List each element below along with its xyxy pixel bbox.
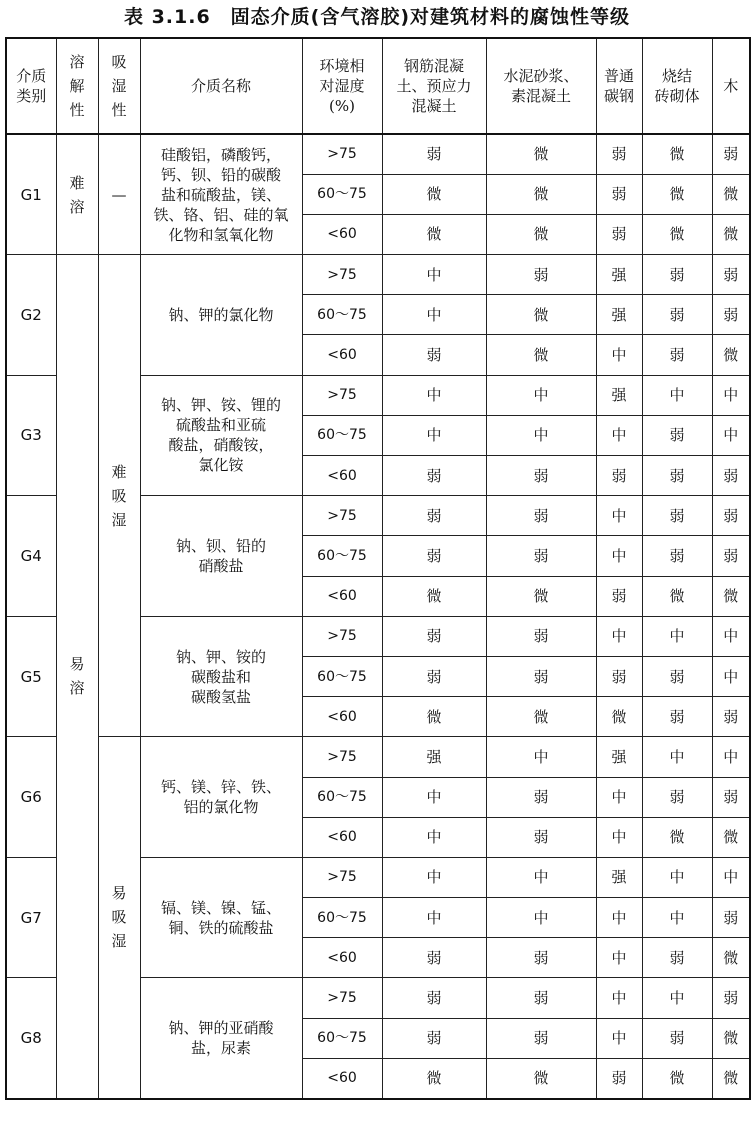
medium-name-cell: 钙、镁、锌、铁、 铝的氯化物 xyxy=(140,737,302,858)
grade-cell-wood: 微 xyxy=(712,335,750,375)
grade-cell-wood: 微 xyxy=(712,174,750,214)
grade-cell-mortar: 弱 xyxy=(486,616,596,656)
medium-name-cell: 钠、钾、铵、锂的 硫酸盐和亚硫 酸盐，硝酸铵， 氯化铵 xyxy=(140,375,302,496)
grade-cell-rc-concrete: 中 xyxy=(382,295,486,335)
table-row xyxy=(6,737,750,777)
grade-cell-wood: 中 xyxy=(712,737,750,777)
grade-cell-carbon-steel: 强 xyxy=(596,857,642,897)
grade-cell-brick: 中 xyxy=(642,375,712,415)
grade-cell-mortar: 微 xyxy=(486,1058,596,1098)
grade-cell-carbon-steel: 中 xyxy=(596,1018,642,1058)
grade-cell-brick: 微 xyxy=(642,174,712,214)
humidity-cell: <60 xyxy=(302,214,382,254)
humidity-cell: >75 xyxy=(302,978,382,1018)
grade-cell-mortar: 中 xyxy=(486,375,596,415)
grade-cell-mortar: 弱 xyxy=(486,656,596,696)
grade-cell-carbon-steel: 中 xyxy=(596,817,642,857)
grade-cell-wood: 弱 xyxy=(712,295,750,335)
grade-cell-brick: 弱 xyxy=(642,536,712,576)
grade-cell-mortar: 弱 xyxy=(486,938,596,978)
humidity-cell: <60 xyxy=(302,456,382,496)
grade-cell-rc-concrete: 强 xyxy=(382,737,486,777)
humidity-cell: <60 xyxy=(302,938,382,978)
grade-cell-rc-concrete: 弱 xyxy=(382,656,486,696)
table-row xyxy=(6,255,750,295)
grade-cell-wood: 弱 xyxy=(712,134,750,174)
header-rc-concrete: 钢筋混凝 土、预应力 混凝土 xyxy=(382,38,486,134)
grade-cell-mortar: 微 xyxy=(486,295,596,335)
humidity-cell: <60 xyxy=(302,335,382,375)
grade-cell-carbon-steel: 弱 xyxy=(596,656,642,696)
grade-cell-rc-concrete: 弱 xyxy=(382,1018,486,1058)
humidity-cell: >75 xyxy=(302,375,382,415)
grade-cell-wood: 中 xyxy=(712,415,750,455)
grade-cell-brick: 微 xyxy=(642,817,712,857)
medium-name-cell: 硅酸铝，磷酸钙， 钙、钡、铅的碳酸 盐和硫酸盐，镁、 铁、铬、铝、硅的氧 化物和氢氧化物 xyxy=(140,134,302,255)
grade-cell-carbon-steel: 弱 xyxy=(596,1058,642,1098)
grade-cell-carbon-steel: 中 xyxy=(596,978,642,1018)
category-cell: G3 xyxy=(6,375,56,496)
grade-cell-mortar: 弱 xyxy=(486,1018,596,1058)
grade-cell-rc-concrete: 微 xyxy=(382,697,486,737)
humidity-cell: 60～75 xyxy=(302,174,382,214)
medium-name-cell: 钠、钡、铅的 硝酸盐 xyxy=(140,496,302,617)
grade-cell-rc-concrete: 弱 xyxy=(382,456,486,496)
grade-cell-mortar: 微 xyxy=(486,174,596,214)
grade-cell-carbon-steel: 强 xyxy=(596,255,642,295)
grade-cell-wood: 中 xyxy=(712,857,750,897)
grade-cell-rc-concrete: 中 xyxy=(382,857,486,897)
grade-cell-wood: 弱 xyxy=(712,255,750,295)
grade-cell-brick: 中 xyxy=(642,978,712,1018)
grade-cell-carbon-steel: 弱 xyxy=(596,174,642,214)
humidity-cell: 60～75 xyxy=(302,1018,382,1058)
grade-cell-brick: 弱 xyxy=(642,496,712,536)
grade-cell-wood: 中 xyxy=(712,375,750,415)
humidity-cell: <60 xyxy=(302,576,382,616)
hygroscopic-cell: 易 吸 湿 xyxy=(98,737,140,1099)
grade-cell-mortar: 中 xyxy=(486,857,596,897)
grade-cell-brick: 中 xyxy=(642,737,712,777)
grade-cell-brick: 弱 xyxy=(642,255,712,295)
grade-cell-mortar: 中 xyxy=(486,898,596,938)
grade-cell-brick: 微 xyxy=(642,214,712,254)
medium-name-cell: 钠、钾的氯化物 xyxy=(140,255,302,376)
category-cell: G5 xyxy=(6,616,56,737)
category-cell: G4 xyxy=(6,496,56,617)
grade-cell-wood: 弱 xyxy=(712,697,750,737)
category-cell: G1 xyxy=(6,134,56,255)
grade-cell-rc-concrete: 微 xyxy=(382,214,486,254)
grade-cell-rc-concrete: 弱 xyxy=(382,134,486,174)
grade-cell-rc-concrete: 弱 xyxy=(382,938,486,978)
grade-cell-carbon-steel: 中 xyxy=(596,898,642,938)
hygroscopic-cell: — xyxy=(98,134,140,255)
grade-cell-mortar: 微 xyxy=(486,214,596,254)
grade-cell-brick: 微 xyxy=(642,134,712,174)
grade-cell-rc-concrete: 微 xyxy=(382,576,486,616)
humidity-cell: 60～75 xyxy=(302,656,382,696)
grade-cell-brick: 中 xyxy=(642,616,712,656)
corrosion-grade-table xyxy=(5,37,751,1100)
header-brick: 烧结 砖砌体 xyxy=(642,38,712,134)
grade-cell-carbon-steel: 弱 xyxy=(596,456,642,496)
grade-cell-rc-concrete: 中 xyxy=(382,415,486,455)
grade-cell-carbon-steel: 弱 xyxy=(596,134,642,174)
humidity-cell: >75 xyxy=(302,134,382,174)
grade-cell-carbon-steel: 中 xyxy=(596,335,642,375)
grade-cell-rc-concrete: 微 xyxy=(382,1058,486,1098)
grade-cell-carbon-steel: 中 xyxy=(596,415,642,455)
category-cell: G2 xyxy=(6,255,56,376)
grade-cell-wood: 弱 xyxy=(712,978,750,1018)
grade-cell-brick: 弱 xyxy=(642,1018,712,1058)
medium-name-cell: 钠、钾的亚硝酸 盐，尿素 xyxy=(140,978,302,1099)
medium-name-cell: 钠、钾、铵的 碳酸盐和 碳酸氢盐 xyxy=(140,616,302,737)
grade-cell-brick: 弱 xyxy=(642,656,712,696)
grade-cell-rc-concrete: 弱 xyxy=(382,616,486,656)
humidity-cell: 60～75 xyxy=(302,777,382,817)
grade-cell-wood: 中 xyxy=(712,616,750,656)
grade-cell-rc-concrete: 弱 xyxy=(382,496,486,536)
grade-cell-wood: 弱 xyxy=(712,456,750,496)
grade-cell-wood: 微 xyxy=(712,1058,750,1098)
humidity-cell: <60 xyxy=(302,817,382,857)
grade-cell-carbon-steel: 微 xyxy=(596,697,642,737)
grade-cell-mortar: 弱 xyxy=(486,777,596,817)
humidity-cell: 60～75 xyxy=(302,295,382,335)
table-title: 表 3.1.6 固态介质(含气溶胶)对建筑材料的腐蚀性等级 xyxy=(123,6,631,28)
grade-cell-mortar: 弱 xyxy=(486,496,596,536)
header-category: 介质 类别 xyxy=(6,38,56,134)
grade-cell-carbon-steel: 中 xyxy=(596,777,642,817)
header-mortar: 水泥砂浆、 素混凝土 xyxy=(486,38,596,134)
grade-cell-brick: 弱 xyxy=(642,938,712,978)
grade-cell-brick: 微 xyxy=(642,576,712,616)
header-carbon-steel: 普通 碳钢 xyxy=(596,38,642,134)
grade-cell-wood: 微 xyxy=(712,1018,750,1058)
humidity-cell: 60～75 xyxy=(302,536,382,576)
grade-cell-brick: 微 xyxy=(642,1058,712,1098)
header-row xyxy=(6,38,750,134)
grade-cell-rc-concrete: 弱 xyxy=(382,536,486,576)
grade-cell-carbon-steel: 中 xyxy=(596,536,642,576)
header-solubility: 溶 解 性 xyxy=(56,38,98,134)
grade-cell-wood: 微 xyxy=(712,576,750,616)
grade-cell-mortar: 弱 xyxy=(486,456,596,496)
grade-cell-mortar: 微 xyxy=(486,576,596,616)
grade-cell-wood: 中 xyxy=(712,656,750,696)
grade-cell-rc-concrete: 微 xyxy=(382,174,486,214)
grade-cell-mortar: 弱 xyxy=(486,255,596,295)
header-wood: 木 xyxy=(712,38,750,134)
category-cell: G6 xyxy=(6,737,56,858)
solubility-cell: 易 溶 xyxy=(56,255,98,1099)
grade-cell-rc-concrete: 中 xyxy=(382,255,486,295)
grade-cell-carbon-steel: 弱 xyxy=(596,576,642,616)
grade-cell-wood: 弱 xyxy=(712,898,750,938)
header-hygroscopic: 吸 湿 性 xyxy=(98,38,140,134)
humidity-cell: 60～75 xyxy=(302,898,382,938)
humidity-cell: >75 xyxy=(302,496,382,536)
grade-cell-wood: 微 xyxy=(712,817,750,857)
grade-cell-rc-concrete: 弱 xyxy=(382,335,486,375)
grade-cell-brick: 中 xyxy=(642,898,712,938)
grade-cell-rc-concrete: 中 xyxy=(382,777,486,817)
grade-cell-wood: 弱 xyxy=(712,536,750,576)
solubility-cell: 难 溶 xyxy=(56,134,98,255)
grade-cell-mortar: 弱 xyxy=(486,536,596,576)
grade-cell-carbon-steel: 强 xyxy=(596,375,642,415)
humidity-cell: <60 xyxy=(302,1058,382,1098)
table-row xyxy=(6,134,750,174)
grade-cell-mortar: 弱 xyxy=(486,978,596,1018)
grade-cell-wood: 弱 xyxy=(712,777,750,817)
grade-cell-mortar: 微 xyxy=(486,134,596,174)
humidity-cell: 60～75 xyxy=(302,415,382,455)
grade-cell-brick: 弱 xyxy=(642,456,712,496)
humidity-cell: <60 xyxy=(302,697,382,737)
grade-cell-carbon-steel: 中 xyxy=(596,496,642,536)
medium-name-cell: 镉、镁、镍、锰、 铜、铁的硫酸盐 xyxy=(140,857,302,978)
grade-cell-rc-concrete: 中 xyxy=(382,817,486,857)
grade-cell-carbon-steel: 中 xyxy=(596,938,642,978)
grade-cell-mortar: 中 xyxy=(486,737,596,777)
grade-cell-mortar: 中 xyxy=(486,415,596,455)
grade-cell-brick: 弱 xyxy=(642,777,712,817)
grade-cell-carbon-steel: 弱 xyxy=(596,214,642,254)
grade-cell-carbon-steel: 强 xyxy=(596,737,642,777)
humidity-cell: >75 xyxy=(302,255,382,295)
grade-cell-brick: 弱 xyxy=(642,697,712,737)
humidity-cell: >75 xyxy=(302,737,382,777)
category-cell: G8 xyxy=(6,978,56,1099)
humidity-cell: >75 xyxy=(302,857,382,897)
grade-cell-carbon-steel: 强 xyxy=(596,295,642,335)
category-cell: G7 xyxy=(6,857,56,978)
grade-cell-rc-concrete: 中 xyxy=(382,375,486,415)
grade-cell-wood: 弱 xyxy=(712,496,750,536)
grade-cell-brick: 弱 xyxy=(642,295,712,335)
hygroscopic-cell: 难 吸 湿 xyxy=(98,255,140,737)
grade-cell-mortar: 微 xyxy=(486,335,596,375)
header-medium: 介质名称 xyxy=(140,38,302,134)
grade-cell-brick: 弱 xyxy=(642,415,712,455)
header-humidity: 环境相 对湿度 (%) xyxy=(302,38,382,134)
grade-cell-rc-concrete: 弱 xyxy=(382,978,486,1018)
grade-cell-mortar: 微 xyxy=(486,697,596,737)
grade-cell-rc-concrete: 中 xyxy=(382,898,486,938)
grade-cell-mortar: 弱 xyxy=(486,817,596,857)
grade-cell-wood: 微 xyxy=(712,938,750,978)
grade-cell-wood: 微 xyxy=(712,214,750,254)
grade-cell-brick: 中 xyxy=(642,857,712,897)
grade-cell-brick: 弱 xyxy=(642,335,712,375)
grade-cell-carbon-steel: 中 xyxy=(596,616,642,656)
humidity-cell: >75 xyxy=(302,616,382,656)
